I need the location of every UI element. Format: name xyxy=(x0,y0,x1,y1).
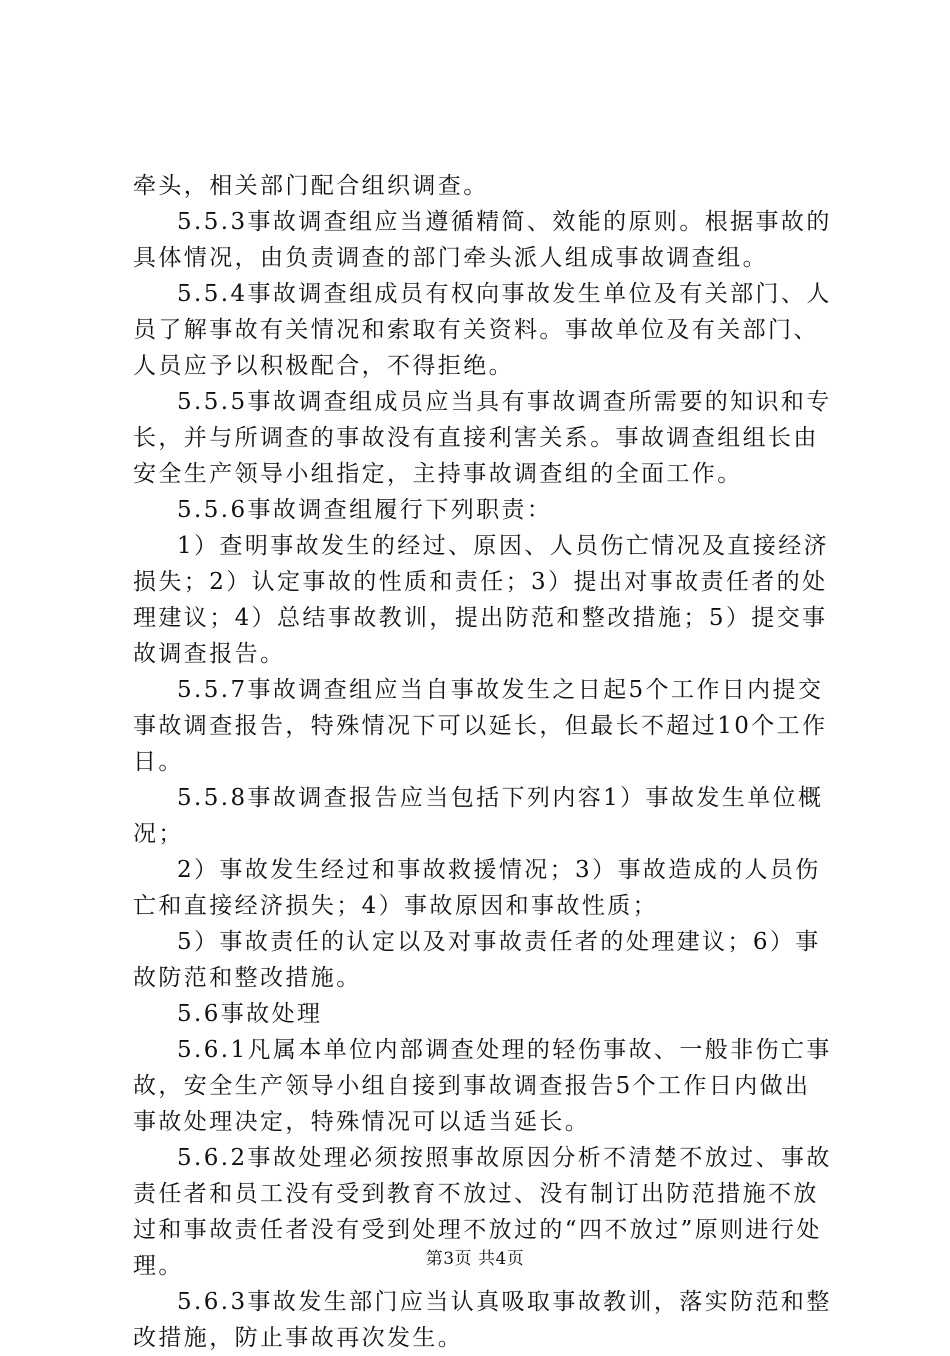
paragraph-duties-list: 1）查明事故发生的经过、原因、人员伤亡情况及直接经济损失；2）认定事故的性质和责任；3）提出对事故责任者的处理建议；4）总结事故教训，提出防范和整改措施；5）提交事故调查报告。 xyxy=(133,533,830,667)
section-heading-5-6: 5.6事故处理 xyxy=(177,1001,323,1027)
paragraph-5-6-1: 5.6.1凡属本单位内部调查处理的轻伤事故、一般非伤亡事故，安全生产领导小组自接到事故调查报告5个工作日内做出事故处理决定，特殊情况可以适当延长。 xyxy=(133,1037,832,1135)
paragraph-report-items-2-4: 2）事故发生经过和事故救援情况；3）事故造成的人员伤亡和直接经济损失；4）事故原因和事故性质； xyxy=(133,857,821,919)
paragraph-report-items-5-6: 5）事故责任的认定以及对事故责任者的处理建议；6）事故防范和整改措施。 xyxy=(133,929,821,991)
paragraph-5-5-8: 5.5.8事故调查报告应当包括下列内容1）事故发生单位概况； xyxy=(133,785,824,847)
paragraph-5-5-4: 5.5.4事故调查组成员有权向事故发生单位及有关部门、人员了解事故有关情况和索取有关资料。事故单位及有关部门、人员应予以积极配合，不得拒绝。 xyxy=(133,281,832,379)
document-body xyxy=(133,168,833,1356)
paragraph-continuation: 牵头，相关部门配合组织调查。 xyxy=(133,173,489,199)
paragraph-5-5-5: 5.5.5事故调查组成员应当具有事故调查所需要的知识和专长，并与所调查的事故没有直接利害关系。事故调查组组长由安全生产领导小组指定，主持事故调查组的全面工作。 xyxy=(133,389,832,487)
page-number-footer: 第3页 共4页 xyxy=(425,1249,525,1269)
paragraph-5-6-3: 5.6.3事故发生部门应当认真吸取事故教训，落实防范和整改措施，防止事故再次发生。 xyxy=(133,1289,832,1351)
paragraph-5-5-6: 5.5.6事故调查组履行下列职责： xyxy=(177,497,553,523)
paragraph-5-6-2: 5.6.2事故处理必须按照事故原因分析不清楚不放过、事故责任者和员工没有受到教育不放过、没有制订出防范措施不放过和事故责任者没有受到处理不放过的“四不放过”原则进行处理。 xyxy=(133,1145,832,1279)
paragraph-5-5-3: 5.5.3事故调查组应当遵循精简、效能的原则。根据事故的具体情况，由负责调查的部门牵头派人组成事故调查组。 xyxy=(133,209,832,271)
paragraph-5-5-7: 5.5.7事故调查组应当自事故发生之日起5个工作日内提交事故调查报告，特殊情况下可以延长，但最长不超过10个工作日。 xyxy=(133,677,828,775)
